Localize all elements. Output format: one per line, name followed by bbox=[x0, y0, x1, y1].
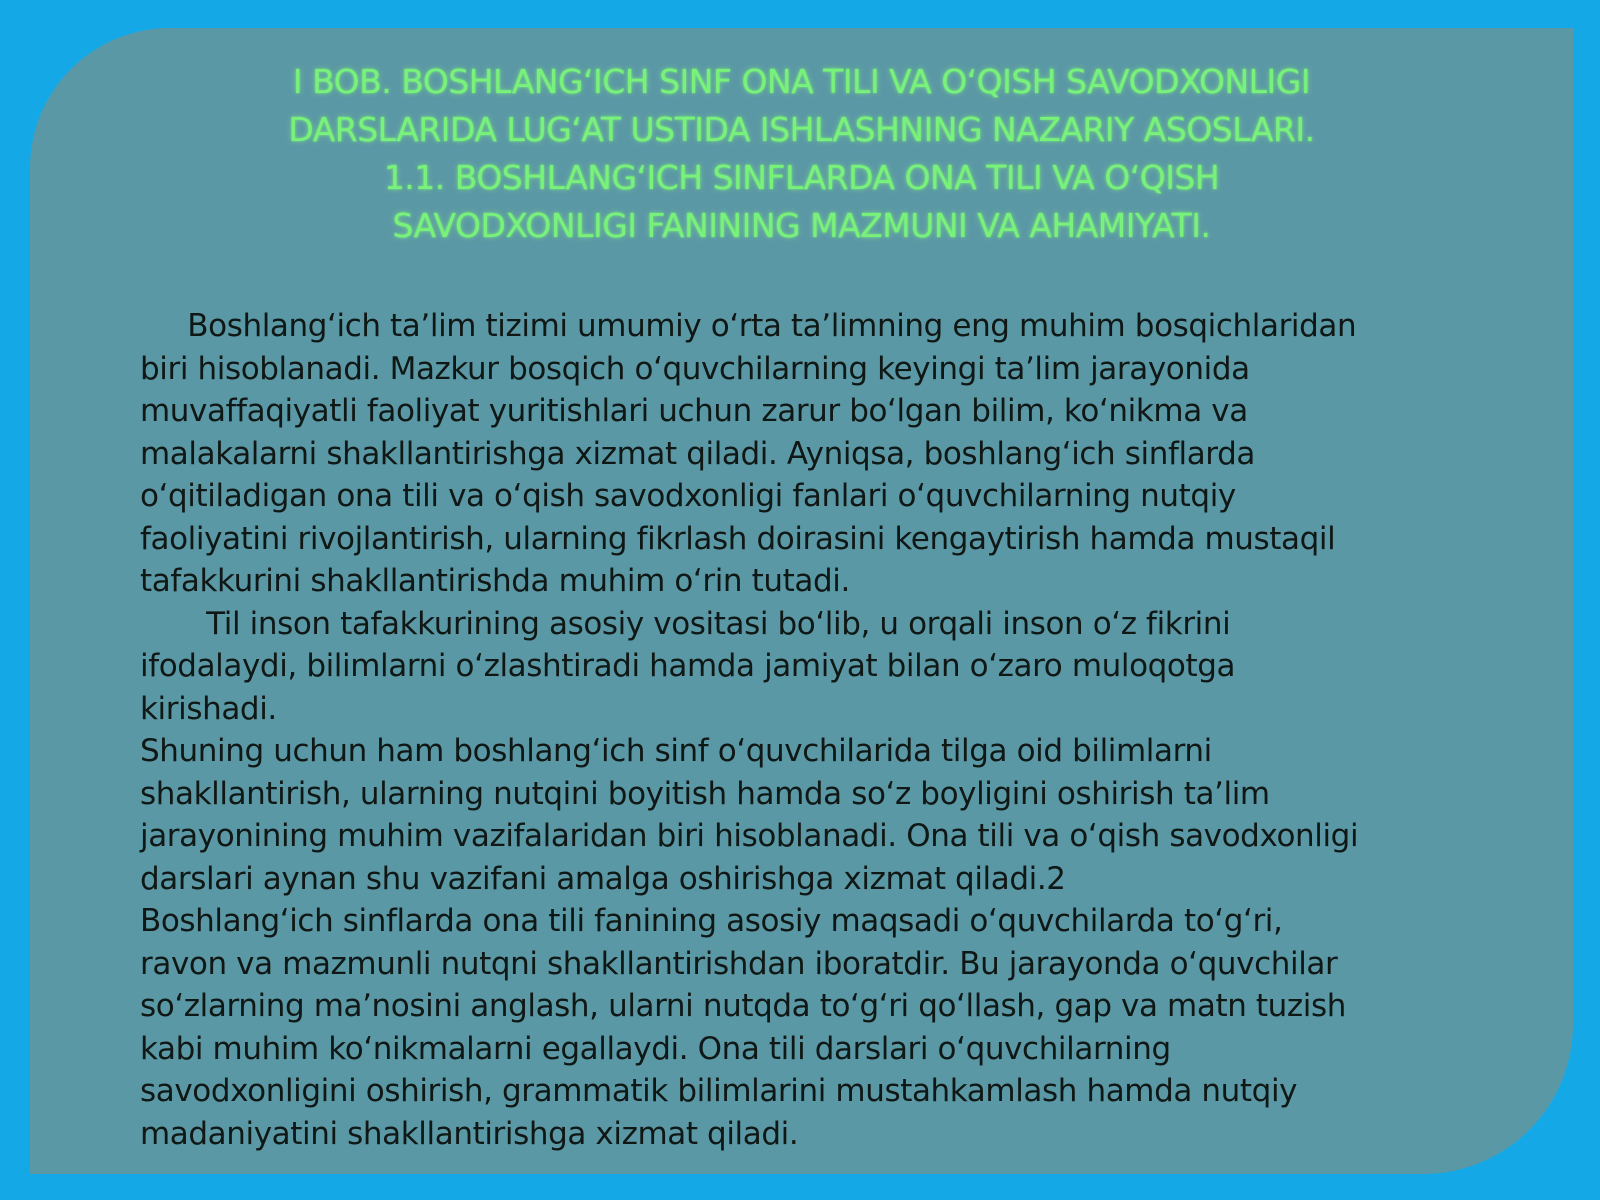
paragraph-line: Boshlang‘ich ta’lim tizimi umumiy o‘rta ta’limning eng muhim bosqichlaridan bbox=[140, 308, 1357, 344]
paragraph-line: shakllantirish, ularning nutqini boyitish hamda so‘z boyligini oshirish ta’lim bbox=[140, 775, 1270, 812]
paragraph-line: savodxonligini oshirish, grammatik bilimlarini mustahkamlash hamda nutqiy bbox=[140, 1073, 1298, 1109]
paragraph-line: kirishadi. bbox=[140, 690, 277, 727]
paragraph-line: Til inson tafakkurining asosiy vositasi bo‘lib, u orqali inson o‘z fikrini bbox=[140, 605, 1231, 642]
page-title bbox=[140, 58, 1463, 250]
paragraph-line: Shuning uchun ham boshlang‘ich sinf o‘quvchilarida tilga oid bilimlarni bbox=[140, 733, 1212, 769]
paragraph-line: tafakkurini shakllantirishda muhim o‘rin tutadi. bbox=[140, 563, 850, 599]
paragraph-line: so‘zlarning ma’nosini anglash, ularni nutqda to‘g‘ri qo‘llash, gap va matn tuzish bbox=[140, 988, 1346, 1024]
paragraph-line: faoliyatini rivojlantirish, ularning fikrlash doirasini kengaytirish hamda mustaqil bbox=[140, 520, 1336, 557]
paragraph-line: madaniyatini shakllantirishga xizmat qiladi. bbox=[140, 1115, 799, 1152]
paragraph-line: jarayonining muhim vazifalaridan biri hisoblanadi. Ona tili va o‘qish savodxonligi bbox=[140, 818, 1359, 854]
slide-panel bbox=[30, 28, 1573, 1174]
paragraph-line: kabi muhim ko‘nikmalarni egallaydi. Ona tili darslari o‘quvchilarning bbox=[140, 1030, 1171, 1067]
paragraph-line: ifodalaydi, bilimlarni o‘zlashtiradi hamda jamiyat bilan o‘zaro muloqotga bbox=[140, 648, 1236, 684]
paragraph-line: ravon va mazmunli nutqni shakllantirishdan iboratdir. Bu jarayonda o‘quvchilar bbox=[140, 945, 1338, 982]
title-line: DARSLARIDA LUG‘AT USTIDA ISHLASHNING NAZARIY ASOSLARI. bbox=[288, 110, 1315, 149]
paragraph-line: Boshlang‘ich sinflarda ona tili fanining asosiy maqsadi o‘quvchilarda to‘g‘ri, bbox=[140, 903, 1283, 939]
subtitle-line: SAVODXONLIGI FANINING MAZMUNI VA AHAMIYATI. bbox=[392, 206, 1211, 245]
title-line: I BOB. BOSHLANG‘ICH SINF ONA TILI VA O‘QISH SAVODXONLIGI bbox=[292, 62, 1311, 101]
paragraph-line: muvaffaqiyatli faoliyat yuritishlari uchun zarur bo‘lgan bilim, ko‘nikma va bbox=[140, 393, 1248, 429]
paragraph-line: malakalarni shakllantirishga xizmat qiladi. Ayniqsa, boshlang‘ich sinflarda bbox=[140, 435, 1255, 472]
body-text bbox=[140, 305, 1490, 1155]
subtitle-line: 1.1. BOSHLANG‘ICH SINFLARDA ONA TILI VA O‘QISH bbox=[383, 158, 1220, 197]
paragraph-line: darslari aynan shu vazifani amalga oshirishga xizmat qiladi.2 bbox=[140, 860, 1066, 897]
paragraph-line: o‘qitiladigan ona tili va o‘qish savodxonligi fanlari o‘quvchilarning nutqiy bbox=[140, 478, 1236, 514]
paragraph-line: biri hisoblanadi. Mazkur bosqich o‘quvchilarning keyingi ta’lim jarayonida bbox=[140, 350, 1250, 387]
